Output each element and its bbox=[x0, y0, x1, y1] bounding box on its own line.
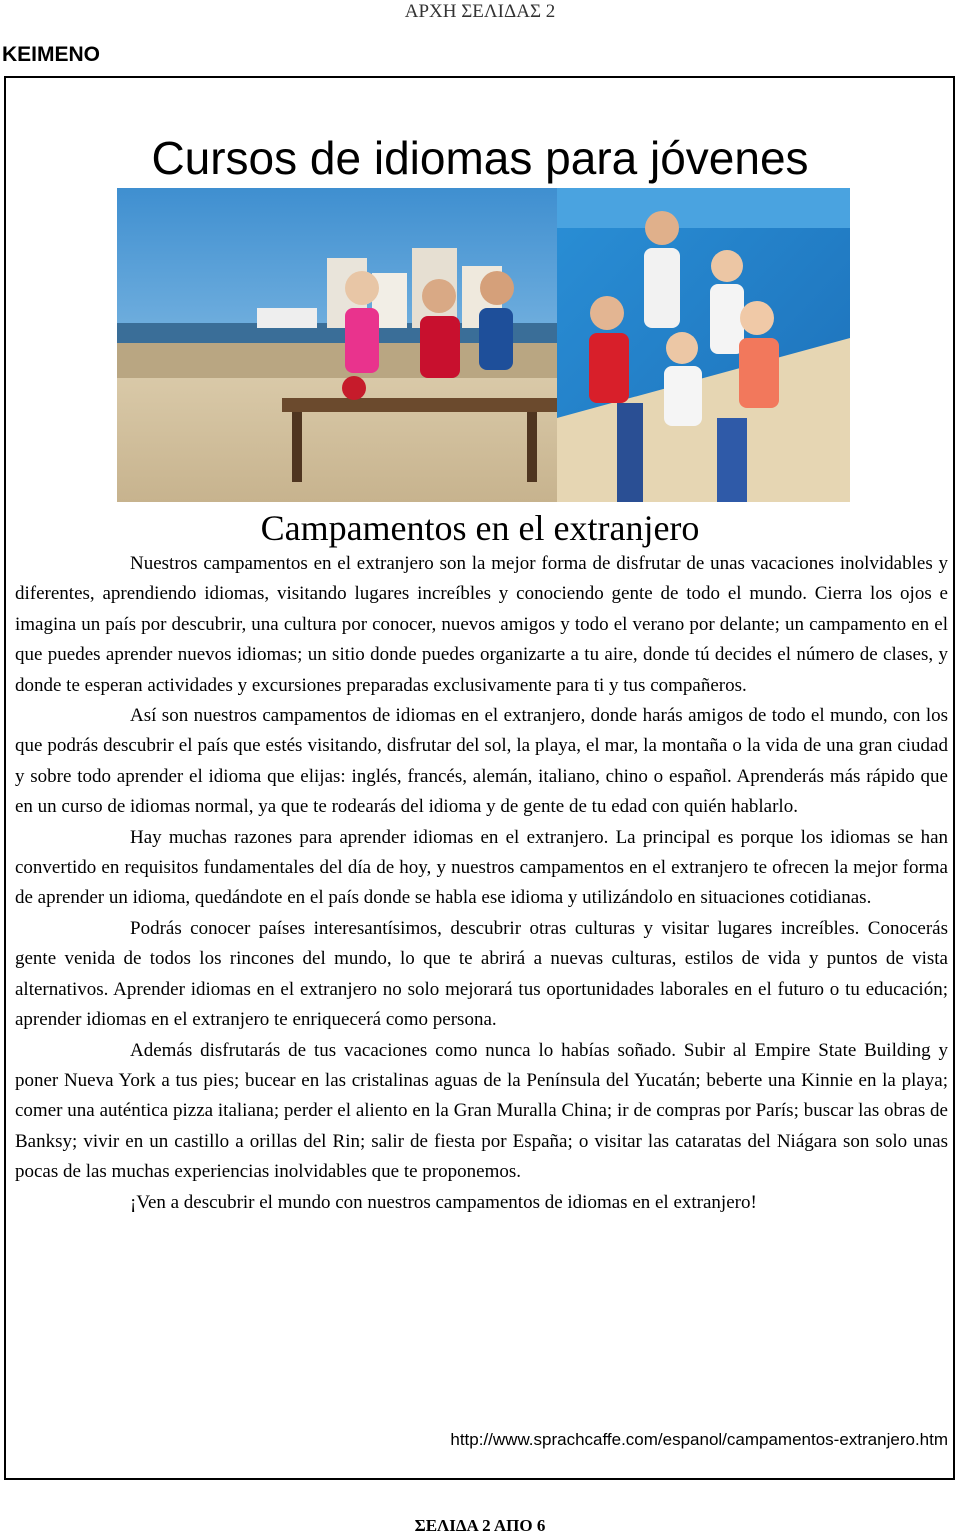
paragraph-1: Nuestros campamentos en el extranjero son la mejor forma de disfrutar de unas vacaciones inolvidables y diferentes, aprendiendo idiomas, visitando lugares increíbles y conociendo gente de todo el mundo. Cierra los ojos e imagina un país por descubrir, una cultura por conocer, nuevos amigos y todo el verano por delante; un campamento en el que puedes aprender nuevos idiomas; un sitio donde puedes organizarte a tu aire, donde tú decides el número de clases, y donde te esperan actividades y excursiones preparadas exclusivamente para ti y tus compañeros. bbox=[15, 553, 948, 696]
section-heading: Campamentos en el extranjero bbox=[260, 508, 700, 548]
page-header: ΑΡΧΗ ΣΕΛΙΔΑΣ 2 bbox=[404, 1, 556, 22]
paragraph-4: Podrás conocer países interesantísimos, descubrir otras culturas y visitar lugares increíbles. Conocerás gente venida de todos los rincones del mundo, lo que te abrirá a nuevas culturas, estilos de vida y puntos de vista alternativos. Aprender idiomas en el extranjero no solo mejorará tus oportunidades laborales en el futuro o tu educación; aprender idiomas en el extranjero te enriquecerá como persona. bbox=[15, 917, 948, 1031]
section-label: ΚΕΙΜΕΝΟ bbox=[2, 43, 101, 66]
hero-photo bbox=[117, 188, 850, 502]
paragraph-2: Así son nuestros campamentos de idiomas en el extranjero, donde harás amigos de todo el mundo, con los que podrás descubrir el país que estés visitando, disfrutar del sol, la playa, el mar, la montaña o la vida de una gran ciudad y sobre todo aprender el idioma que elijas: inglés, francés, alemán, italiano, chino o español. Aprenderás más rápido que en un curso de idiomas normal, ya que te rodearás del idioma y de gente de tu edad con quién hablarlo. bbox=[15, 705, 948, 818]
page-title: Cursos de idiomas para jóvenes bbox=[151, 132, 809, 184]
paragraph-3: Hay muchas razones para aprender idiomas en el extranjero. La principal es porque los idiomas se han convertido en requisitos fundamentales del día de hoy, y nuestros campamentos en el extranjero te ofrecen la mejor forma de aprender un idioma, quedándote en el país donde se habla ese idioma y utilizándolo en situaciones cotidianas. bbox=[15, 826, 948, 909]
article-body bbox=[15, 549, 948, 1218]
paragraph-5: Además disfrutarás de tus vacaciones como nunca lo habías soñado. Subir al Empire State Building y poner Nueva York a tus pies; bucear en las cristalinas aguas de la Península del Yucatán; beberte una Kinnie en la playa; comer una auténtica pizza italiana; perder el aliento en la Gran Muralla China; ir de compras por París; buscar las obras de Banksy; vivir en un castillo a orillas del Rin; salir de fiesta por España; o visitar las cataratas del Niágara son solo unas pocas de las muchas experiencias inolvidables que te proponemos. bbox=[15, 1039, 948, 1183]
source-url: http://www.sprachcaffe.com/espanol/campamentos-extranjero.htm bbox=[450, 1430, 948, 1449]
page-footer: ΣΕΛΙΔΑ 2 ΑΠΟ 6 bbox=[414, 1516, 546, 1535]
paragraph-6: ¡Ven a descubrir el mundo con nuestros campamentos de idiomas en el extranjero! bbox=[130, 1191, 757, 1213]
